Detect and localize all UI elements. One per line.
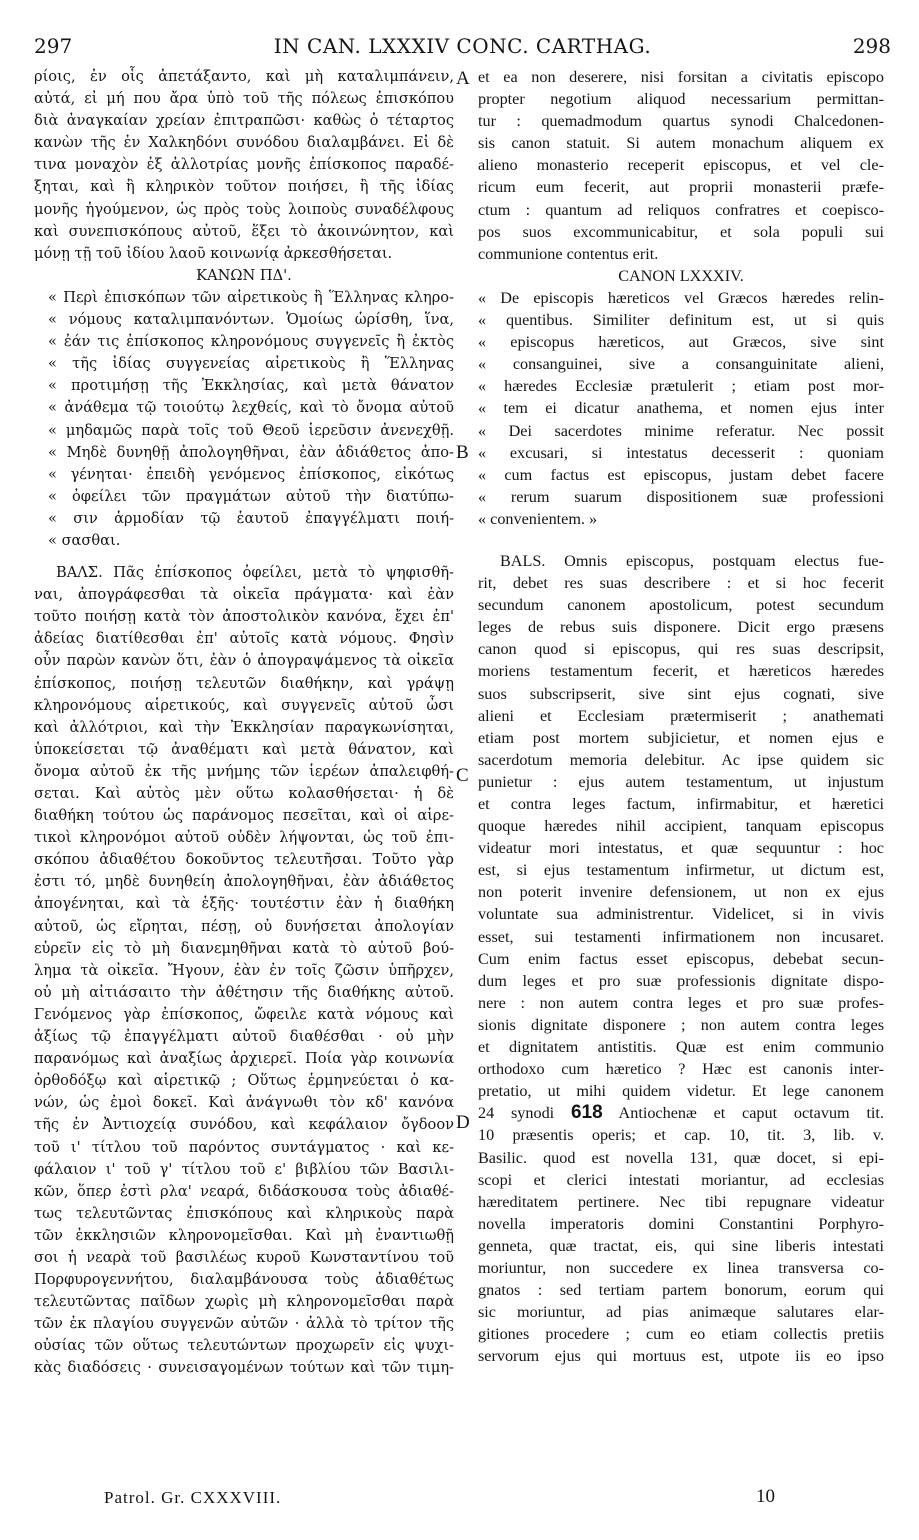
latin-text-line: ctum : quantum ad reliquos confratres et coepisco- <box>478 200 884 219</box>
greek-text-line: διὰ ἀναγκαίαν χρείαν ἐπιτραπῶσι· καθὼς ὁ τέταρτος <box>34 112 454 130</box>
latin-commentary-line: servorum ejus qui mortuus est, utpote iis eo ipso <box>478 1347 884 1366</box>
latin-canon-line: « cum factus est episcopus, justam debet facere <box>478 465 884 484</box>
latin-commentary-line: quoque hæredes nihil accipient, tanquam episcopus <box>478 817 884 836</box>
latin-commentary-line: dum leges et pro suæ professionis dignitate dispo- <box>478 971 884 990</box>
greek-canon-line: « ἀνάθεμα τῷ τοιούτῳ λεχθείς, καὶ τὸ ὄνομα αὐτοῦ <box>48 399 454 417</box>
greek-commentary-line: ὀρθοδόξῳ καὶ αἱρετικῷ ; Οὕτως ἑρμηνεύεται ὁ κα- <box>34 1072 454 1090</box>
footer-patrologia: Patrol. Gr. CXXXVIII. <box>104 1488 282 1507</box>
latin-commentary-line: non poterit invenire defensionem, ut non ex ejus <box>478 883 884 902</box>
greek-commentary-line: τοῦτο ποιήσῃ κατὰ τὸν ἀποστολικὸν κανόνα, ἔχει ἐπ' <box>34 608 454 626</box>
latin-commentary-line: alieni et Ecclesiam prætermiserit ; anathemati <box>478 706 884 725</box>
latin-text-line: propter negotium aliquod necessarium permittan- <box>478 90 884 109</box>
greek-canon-line: « ὀφείλει τῶν πραγμάτων αὐτοῦ τὴν διατύπω- <box>48 487 454 505</box>
greek-canon-line: « γένηται· ἐπειδὴ γενόμενος ἐπίσκοπος, εἰκότως <box>48 465 454 483</box>
latin-canon-line: « De episcopis hæreticos vel Græcos hæredes relin- <box>478 288 884 307</box>
greek-text-line: τινα μοναχὸν ἐξ ἀλλοτρίας μονῆς ἐπίσκοπος παραδέ- <box>34 156 454 174</box>
greek-commentary-line: τοῦ ι' τίτλου τοῦ παρόντος συντάγματος · καὶ κε- <box>34 1138 454 1156</box>
greek-commentary-line: καὶ ἀλλότριοι, καὶ τὴν Ἐκκλησίαν παραγκωνίσηται, <box>34 718 454 736</box>
greek-commentary-line: ΒΑΛΣ. Πᾶς ἐπίσκοπος ὀφείλει, μετὰ τὸ ψηφισθῆ- <box>56 564 454 582</box>
latin-text-line: pos suos excommunicabitur, et sola populi sui <box>478 222 884 241</box>
latin-text-line: et ea non deserere, nisi forsitan a civitatis episcopo <box>478 68 884 86</box>
latin-commentary-line: moriens testamentum fecerit, et hæreticos hæredes <box>478 662 884 681</box>
latin-commentary-line: sacerdotum memoria delebitur. Ac ipse quidem sic <box>478 750 884 769</box>
greek-text-line: ξηται, καὶ ἢ κληρικὸν τοῦτον ποιήσει, ἢ τῆς ἰδίας <box>34 178 454 196</box>
latin-commentary-line: leges de rebus suis disponere. Dicit ergo præsens <box>478 618 884 637</box>
greek-commentary-line: σκόπου ἀδιαθέτου δοκοῦντος τελευτῆσαι. Τοῦτο γὰρ <box>34 851 454 869</box>
greek-canon-line: « ἐάν τις ἐπίσκοπος κληρονόμους συγγενεῖς ἢ ἐκτὸς <box>48 333 454 351</box>
greek-commentary-line: λημα τὰ οἰκεῖα. Ἤγουν, ἐὰν ἐν τοῖς ζῶσιν ὑπῆρχεν, <box>34 961 454 979</box>
greek-text-line: ρίοις, ἐν οἷς ἀπετάξαντο, καὶ μὴ καταλιμπάνειν, <box>34 68 454 85</box>
greek-commentary-line: διαθήκη τούτου ὡς παράνομος πεσεῖται, καὶ οἱ αἱρε- <box>34 807 454 825</box>
latin-canon-line: « quentibus. Similiter definitum est, ut si quis <box>478 311 884 330</box>
greek-canon-title: ΚΑΝΩΝ ΠΔ'. <box>196 266 292 284</box>
latin-commentary-line: pretatio, ut mihi quidem videtur. Et lege canonem <box>478 1082 884 1101</box>
margin-letter-c: C <box>456 765 469 786</box>
latin-commentary-line: BALS. Omnis episcopus, postquam electus fue- <box>500 551 884 570</box>
latin-canon-title: CANON LXXXIV. <box>618 266 744 285</box>
latin-canon-line: « rerum suarum dispositionem suæ professioni <box>478 487 884 506</box>
running-header <box>30 34 895 62</box>
greek-commentary-line: εὑρεῖν εἰς τὸ μὴ διανεμηθῆναι κατὰ τὸ αὐτοῦ βού- <box>34 939 454 957</box>
latin-text-line: sis canon statuit. Si autem monachum aliquem ex <box>478 134 884 153</box>
greek-commentary-line: ὄνομα αὐτοῦ ἐκ τῆς μνήμης τῶν ἱερέων ἀπαλειφθή- <box>34 762 454 780</box>
latin-commentary-line: 10 præsentis operis; et cap. 10, tit. 3, lib. v. <box>478 1126 884 1145</box>
left-page-number: 297 <box>34 34 73 58</box>
greek-commentary-line: παρανόμως καὶ ἀναξίως ἀρχιερεῖ. Ποία γὰρ κοινωνία <box>34 1050 454 1068</box>
latin-commentary-line: etiam post mortem subjicietur, et nomen ejus e <box>478 728 884 747</box>
latin-commentary-line: rit, debet res suas describere : et si hoc fecerit <box>478 574 884 593</box>
latin-commentary-line: secundum canonem apostolicum, potest secundum <box>478 596 884 615</box>
greek-canon-line: « προτιμήσῃ τῆς Ἐκκλησίας, καὶ μετὰ θάνατον <box>48 377 454 395</box>
latin-canon-line: « convenientem. » <box>478 509 598 528</box>
latin-commentary-line: gitiones procedere ; cum eo etiam collectis pretiis <box>478 1325 884 1344</box>
latin-commentary-line: sionis dignitate disponere ; non autem contra leges <box>478 1015 884 1034</box>
latin-commentary-line: hæreditatem pertinere. Nec tibi repugnare videatur <box>478 1192 884 1211</box>
latin-commentary-line: moriuntur, non succedere ex linea transversa co- <box>478 1258 884 1277</box>
latin-commentary-line <box>478 1102 884 1124</box>
greek-canon-line: « νόμους καταλιμπανόντων. Ὁμοίως ὡρίσθη, ἵνα, <box>48 311 454 329</box>
spacer <box>478 540 884 550</box>
latin-commentary-line: novella imperatoris domini Constantini Porphyro- <box>478 1214 884 1233</box>
latin-canon-line: « episcopus hæreticos, aut Græcos, sive sint <box>478 333 884 352</box>
latin-canon-line: « hæredes Ecclesiæ prætulerit ; etiam post mor- <box>478 377 884 396</box>
greek-canon-line: « μηδαμῶς παρὰ τοῖς τοῦ Θεοῦ ἱερεῦσιν ἀνενεχθῇ. <box>48 421 454 439</box>
spacer <box>478 530 884 540</box>
latin-commentary-line: et dignitatem antistitis. Quæ est enim communio <box>478 1038 884 1057</box>
latin-column <box>478 66 884 1367</box>
greek-commentary-line: ἐστι τό, μηδὲ δυνηθείη ἀπολογηθῆναι, ἐὰν ἀδιάθετος <box>34 873 454 891</box>
greek-commentary-line: τελευτῶντας παῖδων χωρὶς μὴ κληρονομεῖσθαι παρὰ <box>34 1293 454 1311</box>
greek-commentary-line: Γενόμενος γὰρ ἐπίσκοπος, ὤφειλε κατὰ νόμους καὶ <box>34 1005 454 1023</box>
latin-commentary-line: suos subscripserit, sive sint ejus cognati, sive <box>478 684 884 703</box>
latin-commentary-line: videatur mori intestatus, et quæ sequuntur : hoc <box>478 839 884 858</box>
greek-text-line: μονῆς ἡγούμενον, ὡς πρὸς τοὺς λοιποὺς συναδέλφους <box>34 200 454 218</box>
greek-column <box>34 66 454 1380</box>
greek-commentary-line: τῶν ἐκ πλαγίου συγγενῶν αὐτῶν · ἀλλὰ τὸ τρίτον τῆς <box>34 1315 454 1333</box>
greek-canon-line: « τῆς ἰδίας συγγενείας αἱρετικοὺς ἢ Ἕλληνας <box>48 355 454 373</box>
latin-commentary-line: et contra leges factum, infirmabitur, et hæretici <box>478 795 884 813</box>
greek-commentary-line: τῆς ἐν Ἀντιοχείᾳ συνόδου, καὶ κεφάλαιον ὄγδοον <box>34 1116 454 1134</box>
latin-text-line: tur : quemadmodum quartus synodi Chalcedonen- <box>478 112 884 131</box>
greek-commentary-line: σεται. Καὶ αὐτὸς μὲν οὕτω κολασθήσεται· ἡ δὲ <box>34 785 454 802</box>
latin-canon-line: « tem ei dicatur anathema, et nomen ejus inter <box>478 399 884 418</box>
greek-commentary-line: Πορφυρογεννήτου, διαλαμβάνουσα τοὺς ἀδιαθέτως <box>34 1271 454 1289</box>
latin-commentary-line: canon quod si episcopus, qui res suas descripsit, <box>478 640 884 659</box>
greek-text-line: αὐτά, εἰ μή που ἄρα ὑπὸ τοῦ τῆς πόλεως ἐπισκόπου <box>34 90 454 108</box>
latin-text-line: alieno monasterio receperit episcopus, et vel cle- <box>478 156 884 175</box>
greek-commentary-line: ἐπίσκοπος, ποιήσῃ τελευτῶν διαθήκην, καὶ γράψῃ <box>34 674 454 692</box>
greek-commentary-line: κὰς διαδόσεις · συνεισαγομένων τούτων καὶ τῶν τιμη- <box>34 1359 454 1377</box>
latin-commentary-line: punietur : ejus autem testamentum, ut injustum <box>478 772 884 791</box>
greek-commentary-line: τῶν ἐκκλησιῶν κληρονομεῖσθαι. Καὶ μὴ ἐναντιωθῇ <box>34 1226 454 1244</box>
latin-commentary-fragment: 24 synodi <box>478 1104 571 1123</box>
latin-canon-line: « Dei sacerdotes minime referatur. Nec possit <box>478 421 884 440</box>
footer-signature-number: 10 <box>756 1486 775 1507</box>
greek-commentary-line: ἀξίως τῷ ἐπαγγέλματι αὐτοῦ διαθέσθαι · οὐ μὴν <box>34 1028 454 1046</box>
greek-commentary-line: αὐτοῦ, ὡς εἴρηται, πέσῃ, οὐ δυνήσεται ἀπολογίαν <box>34 917 454 935</box>
greek-commentary-line: οὐσίας τῶν οὕτως τελευτώντων προχωρεῖν εἰς ψυχι- <box>34 1337 454 1355</box>
margin-letter-a: A <box>456 68 470 89</box>
latin-commentary-line: scopi et clerici intestati moriantur, ad ecclesias <box>478 1170 884 1189</box>
column-number-marker: 618 <box>570 1102 603 1124</box>
latin-commentary-line: nere : non autem contra leges et pro suæ profes- <box>478 993 884 1012</box>
latin-commentary-line: est, si ejus testamentum infirmetur, ut dictum est, <box>478 861 884 880</box>
greek-text-line: κανὼν τῆς ἐν Χαλκηδόνι συνόδου διαλαμβάνει. Εἰ δὲ <box>34 134 454 152</box>
latin-canon-line: « excusari, si intestatus decesserit : quoniam <box>478 443 884 462</box>
latin-text-line: communione contentus erit. <box>478 244 659 263</box>
greek-canon-line: « σιν ἁρμοδίαν τῷ ἑαυτοῦ ἐπαγγέλματι ποιή- <box>48 509 454 527</box>
latin-commentary-line: orthodoxo cum hæretico ? Hæc est canonis inter- <box>478 1060 884 1079</box>
greek-commentary-line: οὐ μὴ αἰτιάσαιτο τὴν ἀθέτησιν τῆς διαθήκης αὐτοῦ. <box>34 983 454 1001</box>
latin-commentary-line: sic moriuntur, ad pias animæque salutares elar- <box>478 1303 884 1322</box>
greek-commentary-line: ἀδείας διατίθεσθαι ἐπ' αὐτοῖς κατὰ νόμους. Φησὶν <box>34 630 454 648</box>
latin-commentary-line: Cum enim factus esset episcopus, debebat secun- <box>478 949 884 968</box>
greek-commentary-line: κληρονόμους αἱρετικούς, καὶ συγγενεῖς αὐτοῦ ὦσι <box>34 696 454 714</box>
greek-commentary-line: ναι, ἀπογράφεσθαι τὰ οἰκεῖα πράγματα· καὶ ἐὰν <box>34 586 454 604</box>
margin-letter-b: B <box>456 442 469 463</box>
greek-commentary-line: τικοὶ κληρονόμοι αὐτοῦ οὐδὲν λήψονται, ὡς τοῦ ἐπι- <box>34 829 454 847</box>
greek-commentary-line: ἀπογένηται, καὶ τὰ ἑξῆς· τουτέστιν ἐὰν ἡ διαθήκη <box>34 895 454 913</box>
greek-commentary-line: ὑποκείσεται τῷ ἀναθέματι καὶ μετὰ θάνατον, καὶ <box>34 740 454 758</box>
greek-text-line: καὶ συνεπισκόπους αὐτοῦ, ἕξει τὸ ἀκοινώνητον, καὶ <box>34 222 454 240</box>
greek-commentary-line: φάλαιον ι' τοῦ γ' τίτλου τοῦ ε' βιβλίου τῶν Βασιλι- <box>34 1160 454 1178</box>
greek-commentary-line: κῶν, ὅπερ ἐστὶ ρλα' νεαρά, διδάσκουσα τοὺς ἀδιαθέ- <box>34 1182 454 1200</box>
latin-commentary-line: voluntate sua administrentur. Videlicet, si in vivis <box>478 905 884 924</box>
latin-commentary-line: esset, sui testamenti infirmationem non incusaret. <box>478 927 884 946</box>
latin-canon-line: « consanguinei, sive a consanguinitate alieni, <box>478 355 884 374</box>
margin-letter-d: D <box>456 1112 470 1133</box>
greek-text-line: μόνῃ τῇ τοῦ ἰδίου λαοῦ κοινωνίᾳ ἀρκεσθήσεται. <box>34 244 393 262</box>
greek-canon-line: « Μηδὲ δυνηθῇ ἀπολογηθῆναι, ἐὰν ἀδιάθετος ἀπο- <box>48 443 454 461</box>
greek-canon-line: « Περὶ ἐπισκόπων τῶν αἱρετικοὺς ἢ Ἕλληνας κληρο- <box>48 288 454 306</box>
right-page-number: 298 <box>852 34 891 58</box>
greek-commentary-line: σοι ἡ νεαρὰ τοῦ βασιλέως κυροῦ Κωνσταντίνου τοῦ <box>34 1248 454 1266</box>
latin-commentary-line: Basilic. quod est novella 131, quæ docet, si epi- <box>478 1148 884 1167</box>
greek-canon-line: « σασθαι. <box>48 531 121 549</box>
greek-commentary-line: νών, ὡς ἐμοὶ δοκεῖ. Καὶ ἀνάγνωθι τὸν κδ' κανόνα <box>34 1094 454 1112</box>
latin-commentary-line: gnatos : sed tertiam partem bonorum, eorum qui <box>478 1281 884 1300</box>
greek-commentary-line: οὖν παρὼν κανὼν ὅτι, ἐὰν ὁ ἀπογραψάμενος τὰ οἰκεῖα <box>34 652 454 670</box>
latin-text-line: ricum eum fecerit, aut proprii monasterii præfe- <box>478 178 884 197</box>
latin-commentary-line: genneta, quæ tractat, eis, qui sine liberis intestati <box>478 1236 884 1255</box>
greek-commentary-line: τως τελευτῶντας ἐπισκόπους καὶ κληρικοὺς παρὰ <box>34 1204 454 1222</box>
latin-commentary-fragment: Antiochenæ et caput octavum tit. <box>602 1104 884 1123</box>
spacer <box>34 552 454 562</box>
running-title: IN CAN. LXXXIV CONC. CARTHAG. <box>273 34 652 58</box>
